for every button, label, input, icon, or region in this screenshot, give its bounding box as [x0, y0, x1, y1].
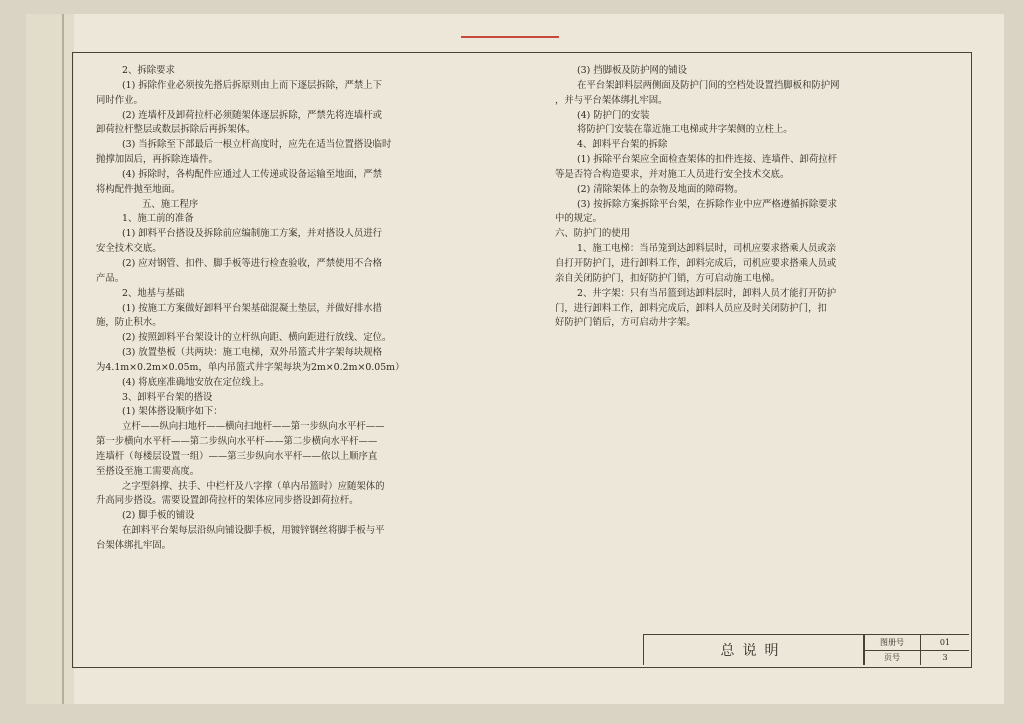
paragraph-line: (1) 卸料平台搭设及拆除前应编制施工方案，并对搭设人员进行	[122, 228, 383, 240]
section-heading: 2、地基与基础	[122, 287, 185, 299]
paragraph-line: 产品。	[96, 272, 125, 284]
paragraph-line: 好防护门销后，方可启动井字架。	[555, 317, 696, 329]
paragraph-line: (3) 按拆除方案拆除平台架，在拆除作业中应严格遵循拆除要求	[577, 198, 838, 210]
paragraph-line: (2) 按照卸料平台架设计的立杆纵向距、横向距进行放线、定位。	[122, 332, 392, 344]
binding-strip	[26, 14, 74, 704]
binding-edge-line	[62, 14, 64, 704]
paragraph-line: 在平台架卸料层两侧面及防护门间的空档处设置挡脚板和防护网	[577, 79, 840, 91]
paragraph-line: 将防护门安装在靠近施工电梯或井字架侧的立柱上。	[577, 124, 793, 136]
paragraph-line: 卸荷拉杆整层或数层拆除后再拆架体。	[96, 124, 256, 136]
paragraph-line: (4) 拆除时，各构配件应通过人工传递或设备运输至地面，严禁	[122, 168, 383, 180]
paragraph-line: 2、井字架：只有当吊篮到达卸料层时，卸料人员才能打开防护	[577, 287, 837, 299]
section-heading: (3) 挡脚板及防护网的铺设	[577, 65, 688, 76]
left-text-column	[96, 64, 508, 554]
paragraph-line: 自打开防护门，进行卸料工作，卸料完成后，司机应要求搭乘人员或	[555, 257, 837, 269]
section-heading: 2、拆除要求	[122, 65, 175, 76]
paragraph-line: (1) 拆除平台架应全面检查架体的扣件连接、连墙件、卸荷拉杆	[577, 154, 838, 166]
paragraph-line: 中的规定。	[555, 213, 602, 225]
paragraph-line: 等是否符合构造要求，并对施工人员进行安全技术交底。	[555, 168, 790, 180]
page-number-value: 3	[942, 653, 948, 662]
section-heading: 1、施工前的准备	[122, 213, 194, 225]
paragraph-line: 升高同步搭设。需要设置卸荷拉杆的架体应同步搭设卸荷拉杆。	[96, 495, 359, 507]
paragraph-line: (4) 将底座准确地安放在定位线上。	[122, 376, 270, 388]
section-heading: 五、施工程序	[142, 198, 199, 210]
paragraph-line: 立杆——纵向扫地杆——横向扫地杆——第一步纵向水平杆——	[122, 421, 385, 433]
paragraph-line: 将构配件抛至地面。	[96, 183, 181, 195]
title-block	[643, 634, 969, 665]
paragraph-line: 施，防止积水。	[96, 317, 162, 329]
paragraph-line: ，并与平台架体绑扎牢固。	[555, 94, 668, 106]
paragraph-line: 抛撑加固后，再拆除连墙件。	[96, 154, 218, 166]
section-heading: 4、卸料平台架的拆除	[577, 139, 668, 151]
paragraph-line: (2) 清除架体上的杂物及地面的障碍物。	[577, 183, 744, 195]
paragraph-line: 安全技术交底。	[96, 243, 162, 255]
section-heading: (2) 脚手板的铺设	[122, 510, 195, 522]
paragraph-line: (2) 连墙杆及卸荷拉杆必须随架体逐层拆除，严禁先将连墙杆或	[122, 109, 383, 121]
page-number-label: 页号	[884, 653, 900, 662]
paragraph-line: 之字型斜撑、扶手、中栏杆及八字撑（单内吊篮时）应随架体的	[122, 480, 385, 492]
paragraph-line: 门，进行卸料工作，卸料完成后，卸料人员应及时关闭防护门，扣	[555, 302, 827, 314]
paragraph-line: 亲自关闭防护门，扣好防护门销，方可启动施工电梯。	[555, 272, 781, 284]
right-text-column	[555, 64, 957, 331]
paragraph-line: 连墙杆（每楼层设置一组）——第三步纵向水平杆——依以上顺序直	[96, 450, 378, 462]
paragraph-line: (1) 架体搭设顺序如下：	[122, 406, 223, 418]
section-heading: (4) 防护门的安装	[577, 109, 650, 121]
paragraph-line: 台架体绑扎牢固。	[96, 540, 172, 551]
atlas-number-label: 图册号	[880, 638, 904, 647]
paragraph-line: 至搭设至施工需要高度。	[96, 465, 200, 477]
paragraph-line: (2) 应对钢管、扣件、脚手板等进行检查验收，严禁使用不合格	[122, 257, 383, 269]
paragraph-line: 同时作业。	[96, 94, 143, 106]
paragraph-line: 为4.1m×0.2m×0.05m，单内吊篮式井字架每块为2m×0.2m×0.05m）	[96, 361, 405, 373]
paragraph-line: (3) 当拆除至下部最后一根立杆高度时，应先在适当位置搭设临时	[122, 139, 392, 151]
paragraph-line: (1) 按施工方案做好卸料平台架基础混凝土垫层，并做好排水措	[122, 302, 383, 314]
paragraph-line: 第一步横向水平杆——第二步纵向水平杆——第二步横向水平杆——	[96, 436, 378, 448]
paragraph-line: (3) 放置垫板（共两块：施工电梯，双外吊篮式井字架每块规格	[122, 347, 383, 359]
section-heading: 六、防护门的使用	[555, 228, 631, 240]
paragraph-line: (1) 拆除作业必须按先搭后拆原则由上而下逐层拆除，严禁上下	[122, 79, 383, 91]
red-pencil-mark	[461, 36, 559, 38]
section-heading: 3、卸料平台架的搭设	[122, 391, 213, 403]
paragraph-line: 1、施工电梯：当吊笼到达卸料层时，司机应要求搭乘人员或亲	[577, 243, 837, 255]
atlas-number-value: 01	[939, 638, 951, 647]
paragraph-line: 在卸料平台架每层沿纵向铺设脚手板，用镀锌钢丝将脚手板与平	[122, 525, 385, 537]
sheet-title: 总说明	[720, 643, 787, 659]
